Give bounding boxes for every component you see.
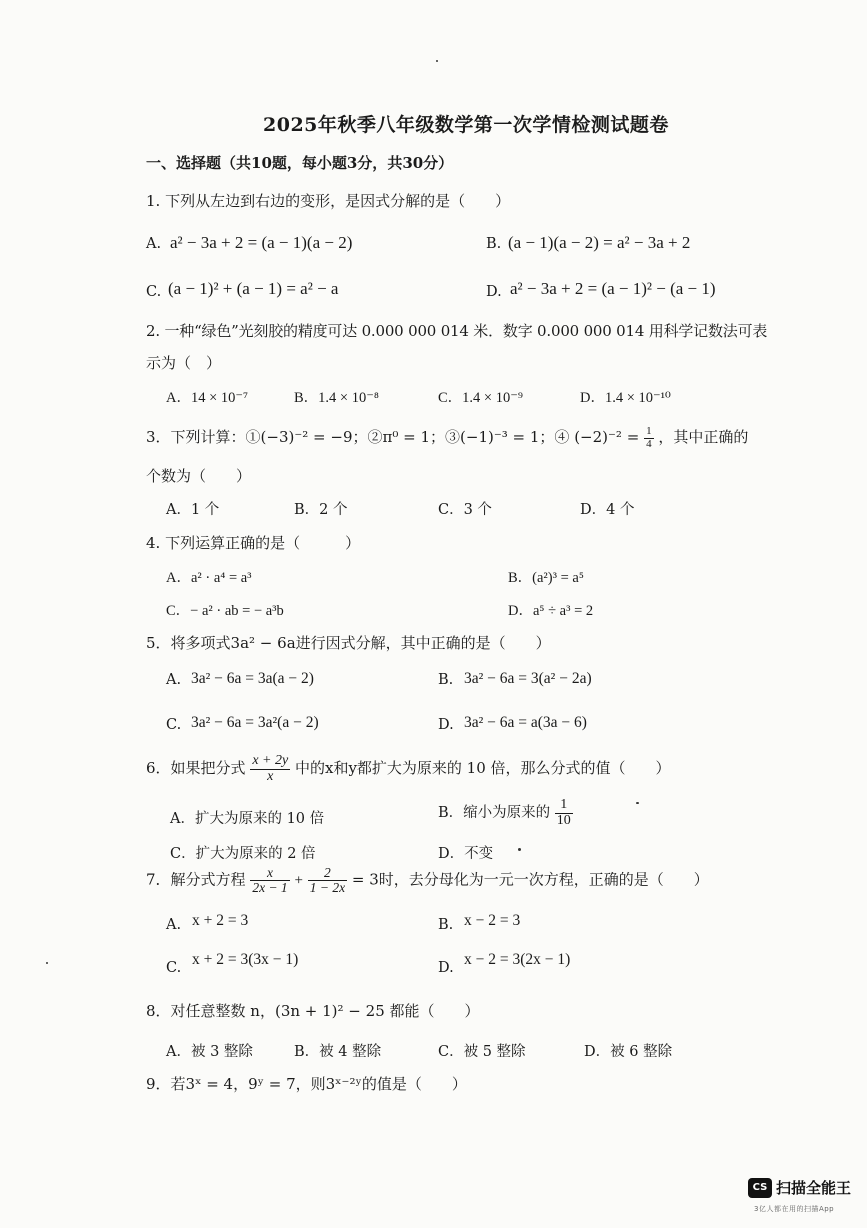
- q7-option-d-expr: x − 2 = 3(2x − 1): [464, 951, 571, 968]
- question-2-stem-line2: 示为（ ）: [146, 354, 222, 372]
- question-1-stem: 1. 下列从左边到右边的变形，是因式分解的是（ ）: [146, 192, 511, 210]
- q7-option-b-expr: x − 2 = 3: [464, 912, 521, 929]
- q7-option-b-label: B.: [438, 917, 454, 933]
- scan-speck: [436, 60, 438, 62]
- q7-fraction-1-num: x: [250, 866, 289, 881]
- q6-option-b-fraction-den: 10: [556, 812, 571, 828]
- q2-option-a: A．14 × 10⁻⁷: [166, 390, 249, 406]
- q4-option-d: D．a⁵ ÷ a³ = 2: [508, 603, 594, 619]
- q5-option-c-expr: 3a² − 6a = 3a²(a − 2): [191, 714, 319, 731]
- q5-option-b-label: B.: [438, 672, 454, 688]
- q1-option-b-label: B.: [486, 236, 502, 252]
- q5-option-a-label: A.: [166, 672, 182, 688]
- question-2-stem-line1: 2. 一种“绿色”光刻胶的精度可达 0.000 000 014 米．数字 0.000 000 014 用科学记数法可表: [146, 322, 768, 340]
- q7-option-a-label: A.: [166, 917, 182, 933]
- q7-option-c-label: C.: [166, 960, 182, 976]
- q1-option-a-label: A.: [146, 236, 162, 252]
- q7-option-d-label: D.: [438, 960, 454, 976]
- scan-speck: [46, 962, 48, 964]
- q3-fraction-den: 4: [646, 437, 652, 450]
- q8-option-a: A．被 3 整除: [166, 1044, 253, 1060]
- q1-option-c-expr: (a − 1)² + (a − 1) = a² − a: [168, 279, 339, 298]
- q5-option-b-expr: 3a² − 6a = 3(a² − 2a): [464, 670, 592, 687]
- q4-option-c: C．− a² · ab = − a³b: [166, 603, 284, 619]
- q6-option-b-fraction: [555, 798, 573, 828]
- question-8-stem: 8．对任意整数 n，(3n + 1)² − 25 都能（ ）: [146, 1002, 480, 1020]
- q7-option-c-expr: x + 2 = 3(3x − 1): [192, 951, 299, 968]
- scan-speck: [636, 802, 639, 804]
- q5-option-d-label: D.: [438, 717, 454, 733]
- q6-stem-a: 6．如果把分式: [146, 759, 246, 778]
- q2-option-d: D．1.4 × 10⁻¹⁰: [580, 390, 671, 406]
- scanner-app-name: 扫描全能王: [776, 1179, 852, 1197]
- scan-speck: [518, 848, 521, 851]
- q8-option-d: D．被 6 整除: [584, 1044, 673, 1060]
- q7-fraction-2-num: 2: [308, 866, 347, 881]
- q7-fraction-2: [308, 866, 347, 895]
- q6-option-b: [438, 798, 573, 828]
- q1-option-a-expr: a² − 3a + 2 = (a − 1)(a − 2): [170, 233, 353, 252]
- q5-option-a-expr: 3a² − 6a = 3a(a − 2): [191, 670, 314, 687]
- q3-option-b: B．2 个: [294, 502, 348, 518]
- q6-option-b-fraction-num: 1: [555, 798, 573, 814]
- q7-fraction-1: [250, 866, 289, 895]
- q6-option-c: C．扩大为原来的 2 倍: [170, 846, 316, 862]
- q6-fraction: [250, 754, 290, 784]
- q7-fraction-1-den: 2x − 1: [252, 880, 288, 896]
- page-title: 2025年秋季八年级数学第一次学情检测试题卷: [263, 114, 669, 136]
- q7-stem-b: = 3时，去分母化为一元一次方程，正确的是（ ）: [351, 870, 709, 889]
- q5-option-c-label: C.: [166, 717, 182, 733]
- question-4-stem: 4. 下列运算正确的是（ ）: [146, 534, 361, 552]
- q6-option-b-text: B．缩小为原来的: [438, 805, 551, 822]
- question-3-stem-line1: [146, 426, 748, 450]
- q1-option-d-label: D.: [486, 284, 502, 300]
- scanner-tagline: 3亿人都在用的扫描App: [754, 1205, 835, 1213]
- q6-option-a: A．扩大为原来的 10 倍: [170, 811, 325, 827]
- q8-option-b: B．被 4 整除: [294, 1044, 382, 1060]
- q6-fraction-den: x: [267, 768, 274, 784]
- q7-fraction-2-den: 1 − 2x: [309, 880, 346, 896]
- q2-option-c: C．1.4 × 10⁻⁹: [438, 390, 523, 406]
- q6-stem-b: 中的x和y都扩大为原来的 10 倍，那么分式的值（ ）: [294, 759, 671, 778]
- question-9-stem: 9．若3ˣ = 4，9ʸ = 7，则3ˣ⁻²ʸ的值是（ ）: [146, 1075, 467, 1093]
- q1-option-d-expr: a² − 3a + 2 = (a − 1)² − (a − 1): [510, 279, 716, 298]
- q6-option-d: D．不变: [438, 846, 494, 862]
- question-7-stem: [146, 866, 709, 895]
- q3-option-c: C．3 个: [438, 502, 492, 518]
- question-3-stem-line2: 个数为（ ）: [146, 467, 252, 485]
- scanner-logo-icon: CS: [748, 1178, 772, 1198]
- q3-stem-tail: ，其中正确的: [658, 428, 749, 447]
- section-heading: 一、选择题（共10题，每小题3分，共30分）: [146, 154, 454, 172]
- q3-option-d: D．4 个: [580, 502, 635, 518]
- q7-plus: +: [294, 872, 303, 889]
- q1-option-c-label: C.: [146, 284, 162, 300]
- q4-option-b: B．(a²)³ = a⁵: [508, 570, 584, 586]
- q3-option-a: A．1 个: [166, 502, 220, 518]
- q3-fraction-num: 1: [646, 425, 652, 437]
- q4-option-a: A．a² · a⁴ = a³: [166, 570, 252, 586]
- q2-option-b: B．1.4 × 10⁻⁸: [294, 390, 379, 406]
- q7-option-a-expr: x + 2 = 3: [192, 912, 249, 929]
- q8-option-c: C．被 5 整除: [438, 1044, 526, 1060]
- q3-fraction: [644, 426, 654, 450]
- question-5-stem: 5．将多项式3a² − 6a进行因式分解，其中正确的是（ ）: [146, 634, 551, 652]
- q5-option-d-expr: 3a² − 6a = a(3a − 6): [464, 714, 587, 731]
- q3-stem-text: 3．下列计算：①(−3)⁻² = −9；②π⁰ = 1；③(−1)⁻³ = 1；④ (−2)⁻² =: [146, 428, 640, 447]
- question-6-stem: [146, 754, 671, 784]
- q1-option-b-expr: (a − 1)(a − 2) = a² − 3a + 2: [508, 233, 691, 252]
- q6-fraction-num: x + 2y: [252, 753, 289, 768]
- q7-stem-a: 7．解分式方程: [146, 870, 246, 889]
